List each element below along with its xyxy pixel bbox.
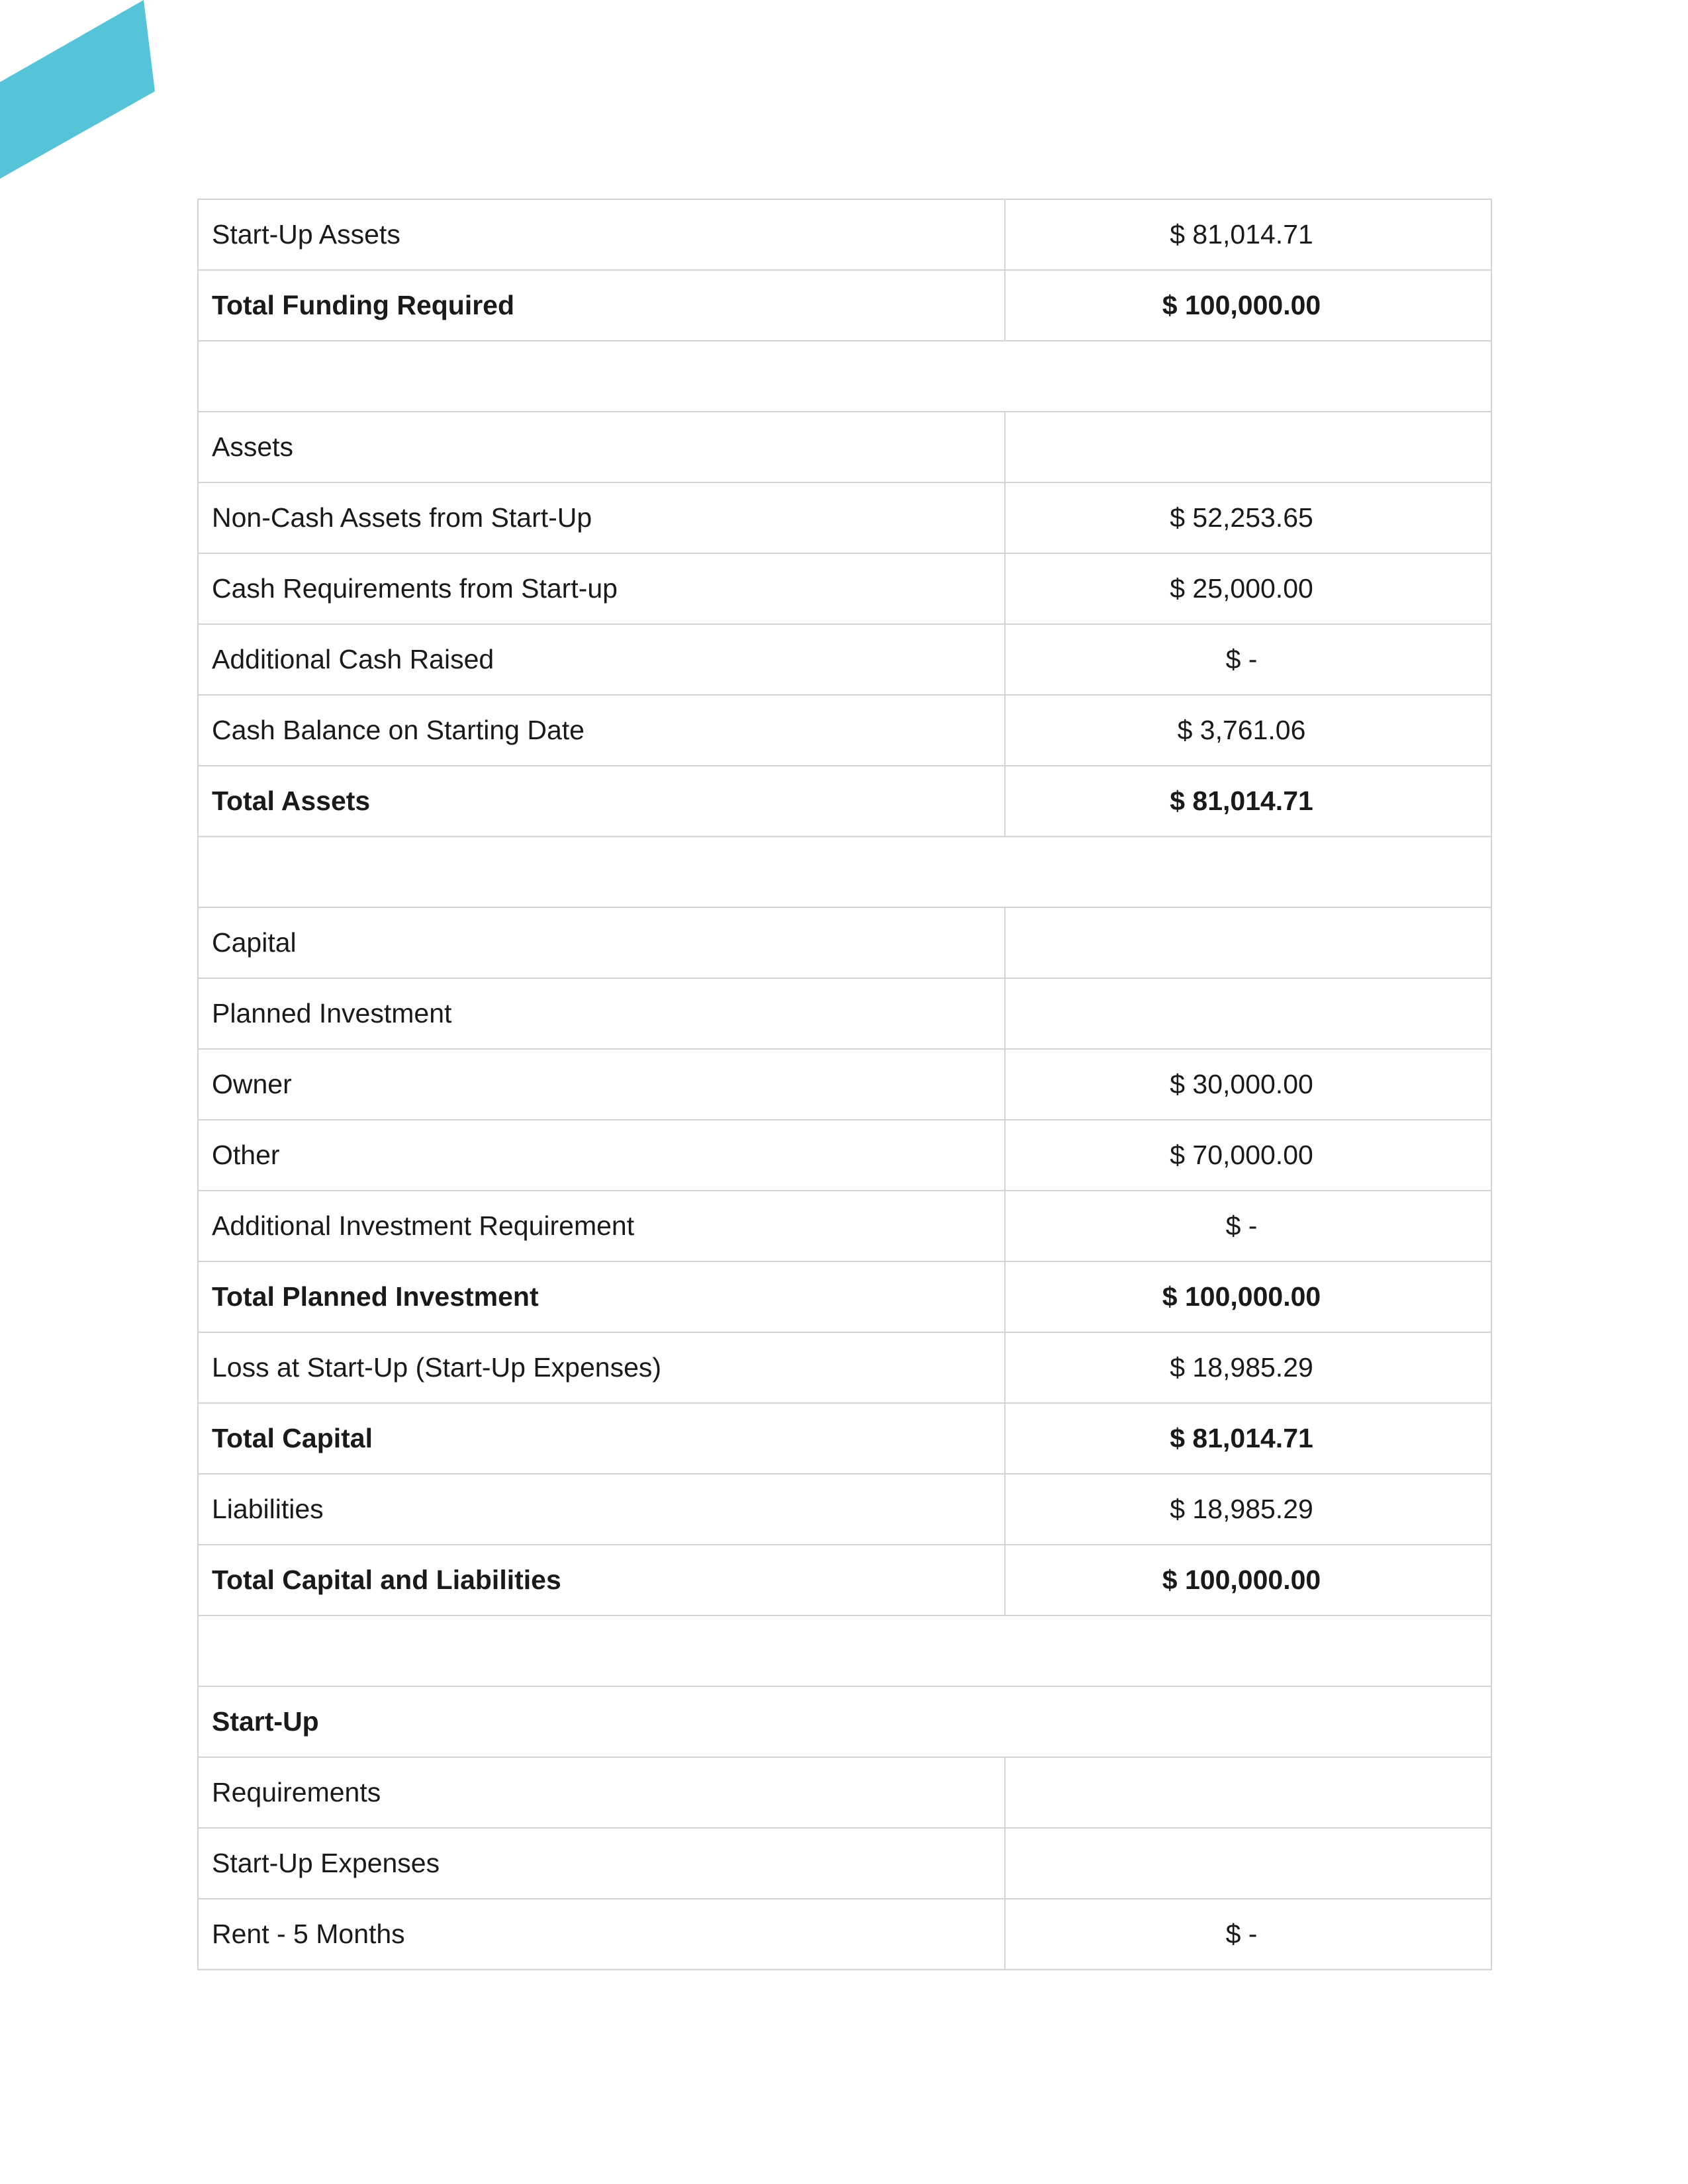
- row-value-cell: $ 25,000.00: [1005, 553, 1491, 624]
- table-row: [198, 1191, 1491, 1261]
- row-label-cell: Liabilities: [198, 1474, 1005, 1545]
- row-value-cell: $ 81,014.71: [1005, 766, 1491, 837]
- row-label-cell: Cash Balance on Starting Date: [198, 695, 1005, 766]
- table-row: [198, 270, 1491, 341]
- row-label-cell: Rent - 5 Months: [198, 1899, 1005, 1970]
- row-label-cell: Owner: [198, 1049, 1005, 1120]
- table-row: [198, 624, 1491, 695]
- corner-accent-shape: [0, 0, 159, 185]
- row-value-cell: $ -: [1005, 1899, 1491, 1970]
- table-row: [198, 1332, 1491, 1403]
- row-value-cell: $ 81,014.71: [1005, 1403, 1491, 1474]
- row-value-cell: [1005, 412, 1491, 482]
- row-value-cell: $ -: [1005, 624, 1491, 695]
- spacer-cell: [198, 837, 1491, 907]
- row-label-cell: Assets: [198, 412, 1005, 482]
- table-row: [198, 412, 1491, 482]
- row-value-cell: $ 70,000.00: [1005, 1120, 1491, 1191]
- table-row: [198, 1261, 1491, 1332]
- row-value-cell: $ 18,985.29: [1005, 1332, 1491, 1403]
- row-value-cell: $ 100,000.00: [1005, 270, 1491, 341]
- row-value-cell: [1005, 1828, 1491, 1899]
- row-label-cell: Additional Investment Requirement: [198, 1191, 1005, 1261]
- section-header-row: [198, 1686, 1491, 1757]
- row-value-cell: $ -: [1005, 1191, 1491, 1261]
- table-row: [198, 907, 1491, 978]
- row-value-cell: $ 3,761.06: [1005, 695, 1491, 766]
- section-label-cell: Start-Up: [198, 1686, 1491, 1757]
- table-row: [198, 766, 1491, 837]
- startup-funding-table-body: [198, 199, 1491, 1970]
- row-value-cell: [1005, 978, 1491, 1049]
- table-row: [198, 1545, 1491, 1615]
- spacer-row: [198, 1615, 1491, 1686]
- table-row: [198, 1899, 1491, 1970]
- table-row: [198, 1474, 1491, 1545]
- row-label-cell: Loss at Start-Up (Start-Up Expenses): [198, 1332, 1005, 1403]
- row-value-cell: $ 30,000.00: [1005, 1049, 1491, 1120]
- row-label-cell: Additional Cash Raised: [198, 624, 1005, 695]
- spacer-row: [198, 837, 1491, 907]
- row-label-cell: Cash Requirements from Start-up: [198, 553, 1005, 624]
- startup-funding-table: [197, 199, 1492, 1970]
- row-value-cell: $ 18,985.29: [1005, 1474, 1491, 1545]
- row-label-cell: Start-Up Assets: [198, 199, 1005, 270]
- table-row: [198, 199, 1491, 270]
- table-row: [198, 482, 1491, 553]
- table-row: [198, 1757, 1491, 1828]
- row-value-cell: [1005, 1757, 1491, 1828]
- row-label-cell: Planned Investment: [198, 978, 1005, 1049]
- table-row: [198, 1828, 1491, 1899]
- row-label-cell: Total Planned Investment: [198, 1261, 1005, 1332]
- row-label-cell: Start-Up Expenses: [198, 1828, 1005, 1899]
- table-row: [198, 553, 1491, 624]
- spacer-cell: [198, 1615, 1491, 1686]
- table-row: [198, 1120, 1491, 1191]
- row-label-cell: Total Capital and Liabilities: [198, 1545, 1005, 1615]
- row-label-cell: Total Funding Required: [198, 270, 1005, 341]
- row-label-cell: Requirements: [198, 1757, 1005, 1828]
- table-row: [198, 1049, 1491, 1120]
- row-label-cell: Capital: [198, 907, 1005, 978]
- table-row: [198, 978, 1491, 1049]
- row-label-cell: Total Capital: [198, 1403, 1005, 1474]
- row-label-cell: Non-Cash Assets from Start-Up: [198, 482, 1005, 553]
- row-value-cell: $ 100,000.00: [1005, 1261, 1491, 1332]
- spacer-row: [198, 341, 1491, 412]
- row-value-cell: $ 52,253.65: [1005, 482, 1491, 553]
- row-value-cell: $ 100,000.00: [1005, 1545, 1491, 1615]
- row-value-cell: $ 81,014.71: [1005, 199, 1491, 270]
- table-row: [198, 1403, 1491, 1474]
- row-label-cell: Other: [198, 1120, 1005, 1191]
- row-label-cell: Total Assets: [198, 766, 1005, 837]
- table-row: [198, 695, 1491, 766]
- row-value-cell: [1005, 907, 1491, 978]
- spacer-cell: [198, 341, 1491, 412]
